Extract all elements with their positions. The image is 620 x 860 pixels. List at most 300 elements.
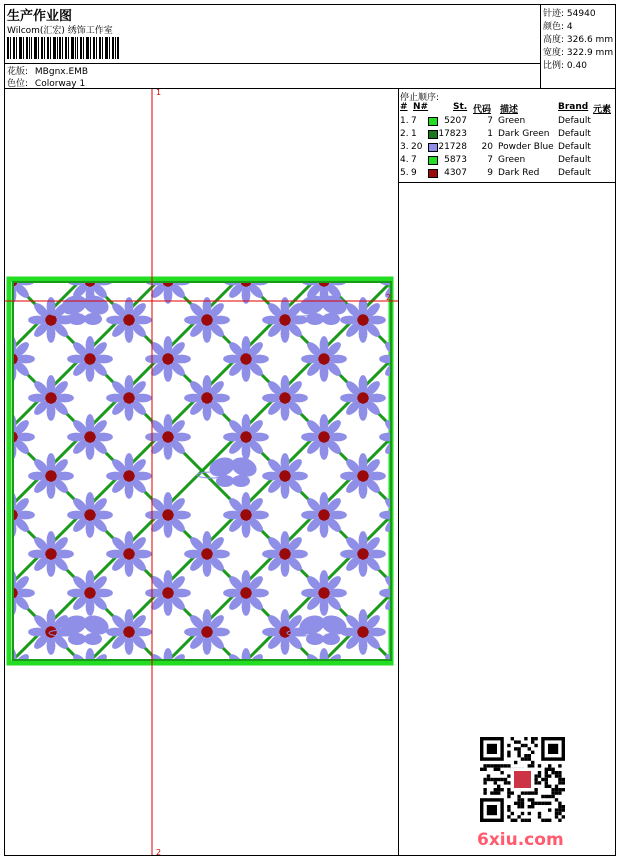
flower-petal — [106, 784, 124, 793]
flower-center — [84, 743, 95, 754]
flower-petal — [324, 730, 343, 749]
flower-petal — [301, 667, 319, 676]
row-index: 2. — [400, 129, 409, 139]
flower-petal — [340, 706, 358, 715]
flower-petal — [285, 223, 304, 242]
flower-petal — [28, 238, 46, 247]
flower-petal — [281, 792, 290, 810]
flower-petal — [250, 745, 268, 754]
flower-petal — [285, 788, 304, 807]
flower-center — [123, 314, 134, 325]
flower-petal — [164, 753, 173, 771]
flower-center — [357, 236, 368, 247]
flower-center — [162, 743, 173, 754]
flower-petal — [133, 706, 151, 715]
flower-petal — [262, 706, 280, 715]
flower-petal — [55, 238, 73, 247]
info-divider — [540, 4, 541, 89]
butterfly-wing — [306, 633, 324, 645]
flower-petal — [47, 714, 56, 732]
flower-petal — [379, 433, 397, 442]
flower-petal — [164, 675, 173, 693]
flower-center — [162, 431, 173, 442]
flower-petal — [363, 788, 382, 807]
row-description: Powder Blue — [498, 142, 554, 152]
barcode-icon — [7, 37, 119, 59]
flower-petal — [242, 675, 251, 693]
flower-center — [318, 821, 329, 832]
flower-center — [318, 587, 329, 598]
flower-petal — [164, 831, 173, 849]
flower-petal — [71, 671, 90, 690]
flower-petal — [8, 675, 17, 693]
flower-petal — [5, 745, 8, 754]
flower-petal — [32, 691, 51, 710]
flower-petal — [16, 667, 34, 676]
flower-petal — [86, 726, 95, 744]
stitches-info — [543, 6, 596, 19]
stop-panel-bottom — [398, 182, 616, 183]
flower-petal — [383, 730, 398, 749]
flower-center — [84, 509, 95, 520]
col-header-index: # — [400, 102, 408, 112]
flower-center — [240, 821, 251, 832]
stitches-value: 54940 — [566, 9, 596, 19]
flower-petal — [125, 246, 134, 264]
flower-petal — [16, 823, 34, 832]
flower-petal — [359, 219, 368, 237]
butterfly-wing — [68, 633, 86, 645]
flower-petal — [340, 784, 358, 793]
design-preview — [5, 89, 398, 855]
row-index: 3. — [400, 142, 409, 152]
flower-petal — [285, 691, 304, 710]
flower-petal — [285, 242, 304, 261]
flower-petal — [289, 238, 307, 247]
flower-center — [396, 665, 398, 676]
flower-petal — [125, 687, 134, 705]
scale-info — [543, 58, 587, 71]
flower-petal — [223, 667, 241, 676]
flower-center — [201, 704, 212, 715]
flower-petal — [281, 219, 290, 237]
flower-petal — [344, 242, 363, 261]
row-brand: Default — [558, 168, 591, 178]
flower-center — [279, 548, 290, 559]
flower-petal — [47, 765, 56, 783]
flower-petal — [129, 691, 148, 710]
flower-petal — [246, 808, 265, 827]
flower-petal — [305, 827, 324, 846]
page-title: 生产作业图 — [7, 9, 73, 24]
flower-petal — [359, 246, 368, 264]
flower-center — [45, 236, 56, 247]
flower-petal — [51, 788, 70, 807]
flower-petal — [71, 749, 90, 768]
flower-petal — [5, 749, 12, 768]
flower-petal — [211, 706, 229, 715]
flower-petal — [51, 710, 70, 729]
flower-petal — [324, 808, 343, 827]
flower-petal — [71, 730, 90, 749]
width-value: 322.9 mm — [566, 48, 614, 58]
row-needle: 9 — [411, 168, 417, 178]
flower-center — [201, 392, 212, 403]
color-swatch — [428, 143, 438, 152]
flower-petal — [110, 242, 129, 261]
row-description: Green — [498, 155, 526, 165]
row-description: Dark Red — [498, 168, 540, 178]
flower-petal — [246, 749, 265, 768]
stitches-label: 针迹: — [543, 9, 565, 19]
flower-petal — [203, 246, 212, 264]
watermark-text: 6xiu.com — [477, 830, 564, 850]
flower-petal — [328, 745, 346, 754]
butterfly-wing — [322, 313, 340, 325]
flower-petal — [203, 765, 212, 783]
flower-center — [84, 665, 95, 676]
flower-petal — [12, 827, 31, 846]
flower-petal — [242, 726, 251, 744]
flower-petal — [51, 769, 70, 788]
flower-center — [396, 275, 398, 286]
flower-petal — [250, 667, 268, 676]
flower-petal — [8, 831, 17, 849]
flower-petal — [164, 726, 173, 744]
flower-petal — [305, 671, 324, 690]
flower-petal — [242, 753, 251, 771]
flower-petal — [184, 238, 202, 247]
flower-center — [162, 509, 173, 520]
flower-petal — [51, 223, 70, 242]
flower-petal — [32, 710, 51, 729]
flower-center — [279, 236, 290, 247]
flower-petal — [227, 808, 246, 827]
flower-petal — [8, 726, 17, 744]
flower-petal — [266, 788, 285, 807]
flower-petal — [67, 667, 85, 676]
flower-petal — [211, 784, 229, 793]
flower-petal — [12, 730, 31, 749]
flower-petal — [344, 769, 363, 788]
page-subtitle: Wilcom(汇宏) 绣饰工作室 — [7, 26, 113, 36]
flower-petal — [51, 242, 70, 261]
flower-petal — [110, 788, 129, 807]
flower-petal — [188, 788, 207, 807]
flower-petal — [5, 671, 12, 690]
flower-petal — [383, 749, 398, 768]
flower-petal — [90, 808, 109, 827]
flower-petal — [203, 687, 212, 705]
flower-petal — [203, 714, 212, 732]
flower-center — [84, 431, 95, 442]
flower-petal — [110, 769, 129, 788]
flower-petal — [207, 769, 226, 788]
color-swatch — [428, 117, 438, 126]
flower-petal — [94, 823, 112, 832]
flower-petal — [110, 691, 129, 710]
design-label: 花版: — [7, 67, 29, 77]
flower-center — [357, 392, 368, 403]
flower-petal — [94, 745, 112, 754]
flower-center — [240, 587, 251, 598]
flower-petal — [289, 784, 307, 793]
flower-center — [6, 665, 17, 676]
flower-petal — [188, 691, 207, 710]
flower-center — [201, 782, 212, 793]
flower-petal — [301, 823, 319, 832]
flower-petal — [188, 769, 207, 788]
flower-petal — [145, 745, 163, 754]
row-index: 5. — [400, 168, 409, 178]
flower-petal — [125, 792, 134, 810]
row-brand: Default — [558, 142, 591, 152]
colors-info — [543, 19, 573, 32]
flower-petal — [172, 823, 190, 832]
flower-center — [6, 821, 17, 832]
flower-petal — [324, 671, 343, 690]
ruler-mark-right: 2 — [386, 293, 392, 302]
flower-petal — [86, 804, 95, 822]
flower-petal — [250, 823, 268, 832]
flower-petal — [328, 823, 346, 832]
flower-petal — [129, 710, 148, 729]
flower-petal — [211, 238, 229, 247]
stop-panel-divider — [398, 88, 399, 856]
flower-petal — [207, 691, 226, 710]
row-brand: Default — [558, 116, 591, 126]
design-value: MBgnx.EMB — [34, 67, 89, 77]
flower-petal — [67, 823, 85, 832]
flower-center — [84, 587, 95, 598]
height-label: 高度: — [543, 35, 565, 45]
flower-petal — [223, 823, 241, 832]
flower-center — [123, 392, 134, 403]
flower-petal — [164, 258, 173, 276]
flower-petal — [8, 753, 17, 771]
flower-center — [279, 314, 290, 325]
flower-petal — [383, 671, 398, 690]
col-header-description: 描述 — [500, 105, 519, 115]
colors-value: 4 — [566, 22, 573, 32]
col-header-code: 代码 — [473, 105, 492, 115]
flower-petal — [32, 788, 51, 807]
flower-petal — [90, 671, 109, 690]
flower-center — [279, 470, 290, 481]
flower-petal — [133, 784, 151, 793]
flower-petal — [281, 687, 290, 705]
flower-petal — [379, 355, 397, 364]
flower-petal — [5, 730, 12, 749]
flower-petal — [86, 258, 95, 276]
flower-center — [396, 353, 398, 364]
flower-center — [396, 509, 398, 520]
flower-petal — [379, 589, 397, 598]
flower-petal — [281, 765, 290, 783]
flower-petal — [71, 827, 90, 846]
flower-petal — [344, 710, 363, 729]
flower-center — [357, 782, 368, 793]
colorway-value: Colorway 1 — [34, 79, 86, 89]
flower-petal — [32, 242, 51, 261]
flower-petal — [344, 223, 363, 242]
flower-center — [45, 782, 56, 793]
flower-petal — [12, 749, 31, 768]
flower-center — [45, 392, 56, 403]
flower-petal — [51, 691, 70, 710]
flower-petal — [363, 710, 382, 729]
flower-petal — [320, 831, 329, 849]
color-swatch — [428, 130, 438, 139]
flower-petal — [110, 710, 129, 729]
flower-petal — [172, 667, 190, 676]
flower-petal — [344, 788, 363, 807]
height-info — [543, 32, 613, 45]
butterfly-wing — [84, 313, 102, 325]
flower-center — [357, 704, 368, 715]
flower-petal — [5, 667, 8, 676]
flower-petal — [379, 667, 397, 676]
row-index: 4. — [400, 155, 409, 165]
flower-petal — [344, 691, 363, 710]
flower-petal — [379, 511, 397, 520]
col-header-brand: Brand — [558, 102, 589, 112]
flower-petal — [164, 804, 173, 822]
flower-petal — [71, 808, 90, 827]
butterfly-wing — [84, 633, 102, 645]
flower-petal — [8, 258, 17, 276]
scale-value: 0.40 — [566, 61, 587, 71]
flower-petal — [242, 258, 251, 276]
width-label: 宽度: — [543, 48, 565, 58]
flower-center — [84, 353, 95, 364]
flower-petal — [285, 710, 304, 729]
flower-petal — [32, 223, 51, 242]
flower-center — [318, 743, 329, 754]
flower-center — [318, 431, 329, 442]
row-needle: 7 — [411, 155, 417, 165]
row-needle: 7 — [411, 116, 417, 126]
flower-petal — [242, 831, 251, 849]
flower-center — [162, 821, 173, 832]
flower-center — [123, 782, 134, 793]
flower-petal — [129, 242, 148, 261]
flower-center — [240, 743, 251, 754]
flower-petal — [129, 223, 148, 242]
qr-code-icon — [480, 737, 565, 822]
flower-petal — [383, 827, 398, 846]
flower-petal — [266, 769, 285, 788]
flower-petal — [106, 238, 124, 247]
flower-center — [45, 470, 56, 481]
flower-center — [240, 509, 251, 520]
flower-petal — [359, 792, 368, 810]
flower-center — [123, 236, 134, 247]
flower-petal — [324, 749, 343, 768]
flower-petal — [262, 784, 280, 793]
flower-center — [45, 548, 56, 559]
colorway-field — [7, 76, 85, 89]
col-header-needle: N# — [413, 102, 429, 112]
row-brand: Default — [558, 129, 591, 139]
flower-petal — [207, 710, 226, 729]
flower-petal — [55, 706, 73, 715]
col-header-element: 元素 — [593, 105, 612, 115]
ruler-mark-bottom: 2 — [156, 848, 162, 857]
flower-petal — [379, 745, 397, 754]
flower-petal — [246, 730, 265, 749]
flower-center — [240, 353, 251, 364]
flower-petal — [266, 223, 285, 242]
butterfly-wing — [216, 475, 234, 487]
butterfly-wing — [232, 475, 250, 487]
color-swatch — [428, 169, 438, 178]
flower-petal — [86, 831, 95, 849]
flower-petal — [324, 827, 343, 846]
flower-petal — [367, 706, 385, 715]
colors-label: 颜色: — [543, 22, 565, 32]
flower-petal — [90, 749, 109, 768]
flower-center — [357, 470, 368, 481]
flower-petal — [67, 745, 85, 754]
flower-center — [318, 665, 329, 676]
flower-petal — [227, 671, 246, 690]
flower-center — [162, 587, 173, 598]
flower-center — [396, 587, 398, 598]
flower-petal — [207, 242, 226, 261]
flower-center — [396, 821, 398, 832]
flower-petal — [90, 730, 109, 749]
flower-petal — [340, 238, 358, 247]
width-info — [543, 45, 613, 58]
flower-center — [279, 626, 290, 637]
flower-petal — [359, 714, 368, 732]
flower-petal — [8, 804, 17, 822]
flower-petal — [359, 765, 368, 783]
flower-petal — [168, 730, 187, 749]
flower-petal — [363, 223, 382, 242]
flower-petal — [262, 238, 280, 247]
row-description: Green — [498, 116, 526, 126]
flower-petal — [320, 753, 329, 771]
flower-center — [357, 548, 368, 559]
flower-petal — [47, 219, 56, 237]
flower-petal — [47, 792, 56, 810]
flower-petal — [207, 788, 226, 807]
flower-petal — [266, 242, 285, 261]
flower-petal — [184, 784, 202, 793]
flower-petal — [47, 246, 56, 264]
row-needle: 1 — [411, 129, 417, 139]
flower-petal — [125, 219, 134, 237]
flower-center — [240, 431, 251, 442]
flower-petal — [363, 691, 382, 710]
flower-petal — [203, 219, 212, 237]
height-value: 326.6 mm — [566, 35, 614, 45]
flower-center — [279, 782, 290, 793]
flower-petal — [125, 765, 134, 783]
flower-petal — [203, 792, 212, 810]
flower-center — [318, 509, 329, 520]
row-description: Dark Green — [498, 129, 550, 139]
flower-petal — [5, 827, 12, 846]
flower-center — [45, 704, 56, 715]
flower-center — [396, 431, 398, 442]
flower-petal — [145, 823, 163, 832]
colorway-label: 色位: — [7, 79, 29, 89]
row-needle: 20 — [411, 142, 423, 152]
flower-petal — [359, 687, 368, 705]
